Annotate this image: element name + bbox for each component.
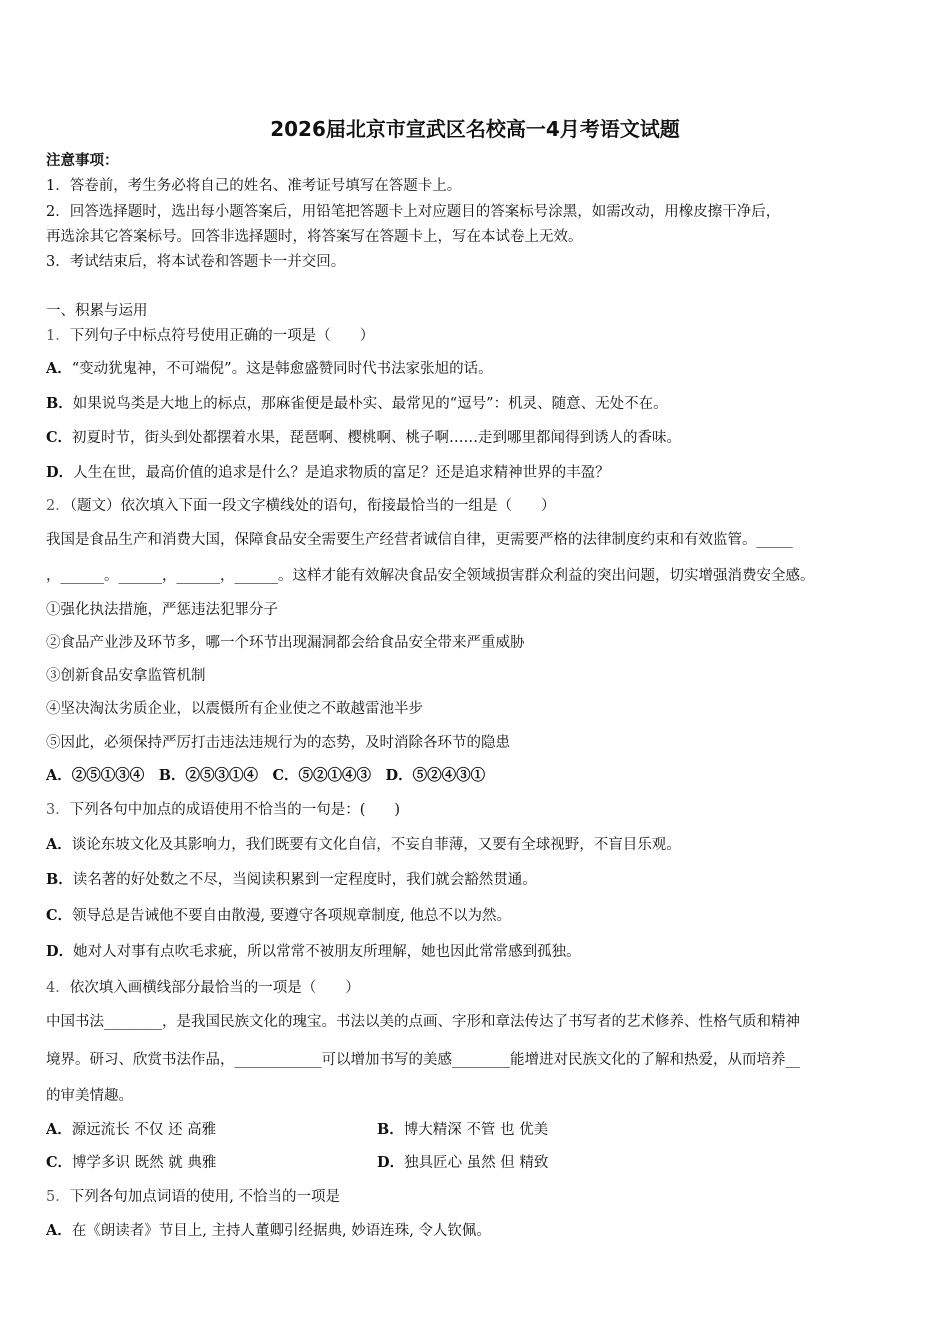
question-5-stem <box>46 1187 340 1207</box>
question-4-option-a <box>46 1120 216 1140</box>
question-1-option-b <box>46 394 668 414</box>
question-number: 1． <box>46 328 70 344</box>
option-label: D． <box>46 464 74 481</box>
option-text: 人生在世，最高价值的追求是什么？是追求物质的富足？还是追求精神世界的丰盈？ <box>73 465 610 481</box>
question-2-passage-line-1: 我国是食品生产和消费大国，保障食品安全需要生产经营者诚信自律，更需要严格的法律制度约束和有效监管。_____ <box>46 532 793 548</box>
question-4-stem <box>46 978 360 998</box>
option-text: 在《朗读者》节目上, 主持人董卿引经据典, 妙语连珠, 令人钦佩。 <box>71 1223 491 1239</box>
question-3-option-c <box>46 906 511 926</box>
option-label: B． <box>377 1121 404 1138</box>
question-5-option-a <box>46 1221 491 1241</box>
question-text: 下列各句中加点的成语使用不恰当的一句是：( ) <box>69 802 401 818</box>
question-3-option-a <box>46 835 681 855</box>
question-3-option-b <box>46 870 537 890</box>
question-2-sentence-2: ②食品产业涉及环节多，哪一个环节出现漏洞都会给食品安全带来严重威胁 <box>46 635 525 651</box>
question-text: （题文）依次填入下面一段文字横线处的语句，衔接最恰当的一组是（ ） <box>69 498 556 514</box>
question-4-passage-line-2: 境界。研习、欣赏书法作品，____________可以增加书写的美感________能增进对民族文化的了解和热爱，从而培养__ <box>46 1052 800 1068</box>
question-2-sentence-3: ③创新食品安拿监管机制 <box>46 668 206 684</box>
option-label: D． <box>46 943 74 960</box>
notice-item-1: 1．答卷前，考生务必将自己的姓名、准考证号填写在答题卡上。 <box>46 178 462 194</box>
option-text: 源远流长 不仅 还 高雅 <box>71 1122 217 1138</box>
question-4-option-c <box>46 1153 216 1173</box>
question-2-sentence-1: ①强化执法措施，严惩违法犯罪分子 <box>46 602 278 618</box>
question-number: 2． <box>46 498 70 514</box>
question-2-stem <box>46 496 555 516</box>
option-text: 领导总是告诫他不要自由散漫, 要遵守各项规章制度, 他总不以为然。 <box>72 908 511 924</box>
option-text: 博学多识 既然 就 典雅 <box>72 1155 217 1171</box>
notice-heading: 注意事项： <box>46 152 119 169</box>
option-text: 如果说鸟类是大地上的标点，那麻雀便是最朴实、最常见的“逗号”：机灵、随意、无处不在。 <box>72 396 668 412</box>
option-label: A． <box>46 836 72 853</box>
option-label: A． <box>46 360 72 377</box>
question-4-option-d <box>377 1153 548 1173</box>
option-text: “变动犹鬼神，不可端倪”。这是韩愈盛赞同时代书法家张旭的话。 <box>71 361 493 377</box>
question-3-option-d <box>46 942 581 962</box>
notice-item-3: 3．考试结束后，将本试卷和答题卡一并交回。 <box>46 254 346 270</box>
option-text: 谈论东坡文化及其影响力，我们既要有文化自信，不妄自菲薄，又要有全球视野，不盲目乐观。 <box>71 837 681 853</box>
question-number: 4． <box>46 980 70 996</box>
question-2-options: A．②⑤①③④ B．②⑤③①④ C．⑤②①④③ D．⑤②④③① <box>46 767 486 784</box>
option-text: 读名著的好处数之不尽，当阅读积累到一定程度时，我们就会豁然贯通。 <box>72 872 537 888</box>
question-text: 下列各句加点词语的使用, 不恰当的一项是 <box>69 1189 340 1205</box>
option-text: 她对人对事有点吹毛求疵，所以常常不被朋友所理解，她也因此常常感到孤独。 <box>73 944 581 960</box>
option-text: 独具匠心 虽然 但 精致 <box>404 1155 549 1171</box>
question-4-passage-line-3: 的审美情趣。 <box>46 1088 133 1104</box>
option-label: A． <box>46 1222 72 1239</box>
question-1-option-c <box>46 428 681 448</box>
section-heading: 一、积累与运用 <box>46 303 148 319</box>
option-label: C． <box>46 907 73 924</box>
question-4-passage-line-1: 中国书法________，是我国民族文化的瑰宝。书法以美的点画、字形和章法传达了书写者的艺术修养、性格气质和精神 <box>46 1014 800 1030</box>
option-label: C． <box>46 1154 73 1171</box>
notice-item-2a: 2．回答选择题时，选出每小题答案后，用铅笔把答题卡上对应题目的答案标号涂黑，如需改动，用橡皮擦干净后， <box>46 204 781 220</box>
exam-title: 2026届北京市宣武区名校高一4月考语文试题 <box>270 117 680 141</box>
question-text: 依次填入画横线部分最恰当的一项是（ ） <box>69 980 360 996</box>
question-1-option-d <box>46 463 610 483</box>
option-label: C． <box>46 429 73 446</box>
question-number: 3． <box>46 802 70 818</box>
question-number: 5． <box>46 1189 70 1205</box>
option-label: A． <box>46 1121 72 1138</box>
option-text: 博大精深 不管 也 优美 <box>403 1122 549 1138</box>
question-3-stem <box>46 800 400 820</box>
question-1-stem <box>46 326 374 346</box>
option-label: B． <box>46 871 73 888</box>
question-2-passage-line-2: ，______。______，______，______。这样才能有效解决食品安全领域损害群众利益的突出问题，切实增强消费安全感。 <box>46 568 815 584</box>
question-2-sentence-4: ④坚决淘汰劣质企业，以震慑所有企业使之不敢越雷池半步 <box>46 701 423 717</box>
notice-item-2b: 再选涂其它答案标号。回答非选择题时，将答案写在答题卡上，写在本试卷上无效。 <box>46 229 583 245</box>
option-label: D． <box>377 1154 405 1171</box>
question-4-option-b <box>377 1120 548 1140</box>
question-1-option-a <box>46 359 493 379</box>
question-2-sentence-5: ⑤因此，必须保持严厉打击违法违规行为的态势，及时消除各环节的隐患 <box>46 735 510 751</box>
option-text: 初夏时节，街头到处都摆着水果，琵琶啊、樱桃啊、桃子啊……走到哪里都闻得到诱人的香味。 <box>72 430 682 446</box>
option-label: B． <box>46 395 73 412</box>
question-text: 下列句子中标点符号使用正确的一项是（ ） <box>69 328 375 344</box>
